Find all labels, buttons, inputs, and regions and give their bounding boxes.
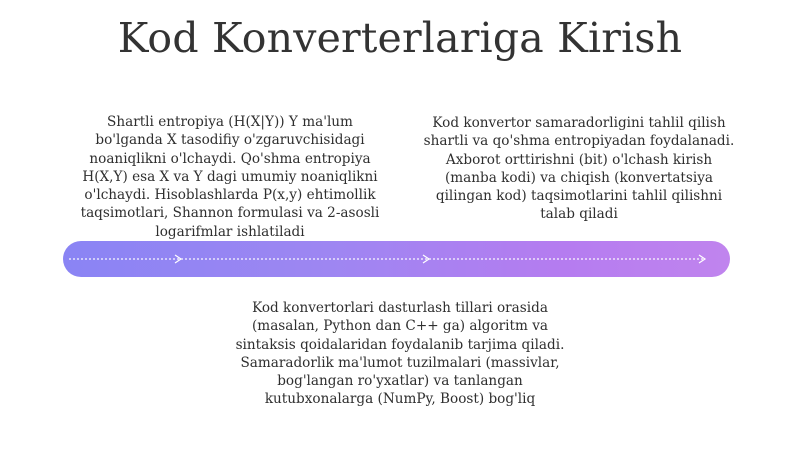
text-block-conditional-entropy: Shartli entropiya (H(X|Y)) Y ma'lum bo'lganda X tasodifiy o'zgaruvchisidagi noaniqlikni o'lchaydi. Qo'shma entropiya H(X,Y) esa X va Y dagi umumiy noaniqlikni o'lchaydi. Hisoblashlarda P(x,y) ehtimollik taqsimotlari, Shannon formulasi va 2-asosli logarifmlar ishlatiladi <box>80 114 380 240</box>
text-block-efficiency-analysis: Kod konvertor samaradorligini tahlil qilish shartli va qo'shma entropiyadan foydalanadi. Axborot orttirishni (bit) o'lchash kirish (manba kodi) va chiqish (konvertatsiya qilingan kod) taqsimotlarini tahlil qilishni talab qiladi <box>423 115 735 223</box>
text-block-code-converters: Kod konvertorlari dasturlash tillari orasida (masalan, Python dan C++ ga) algoritm va sintaksis qoidalaridan foydalanib tarjima qiladi. Samaradorlik ma'lumot tuzilmalari (massivlar, bog'langan ro'yxatlar) va tanlangan kutubxonalarga (NumPy, Boost) bog'liq <box>235 300 565 408</box>
timeline-bar <box>63 241 730 277</box>
timeline-line <box>63 241 730 277</box>
slide-title: Kod Konverterlariga Kirish <box>117 14 683 62</box>
